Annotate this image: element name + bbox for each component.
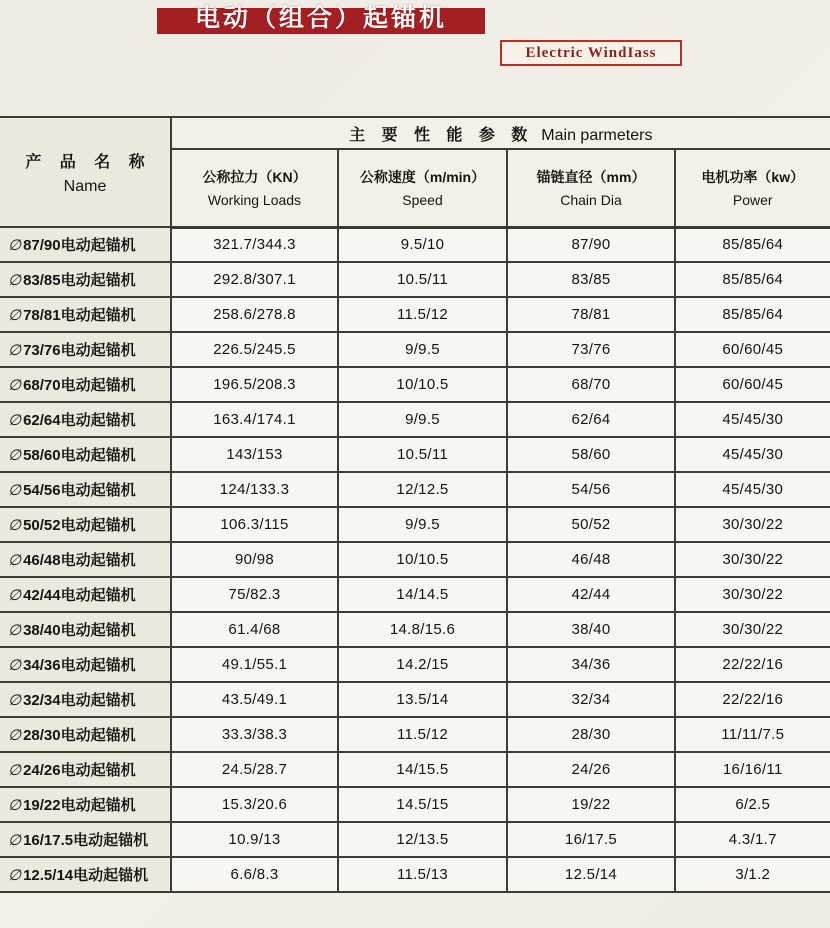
working-load-cell: 196.5/208.3 <box>171 367 338 402</box>
power-cell: 22/22/16 <box>675 647 830 682</box>
speed-cell: 14.8/15.6 <box>338 612 507 647</box>
diameter-symbol: ∅ <box>8 832 22 849</box>
product-name-cell: ∅ 58/60电动起锚机 <box>0 437 171 472</box>
working-load-cell: 124/133.3 <box>171 472 338 507</box>
table-row <box>0 577 830 612</box>
diameter-symbol: ∅ <box>8 517 22 534</box>
working-load-cell: 33.3/38.3 <box>171 717 338 752</box>
table-row <box>0 612 830 647</box>
table-row <box>0 542 830 577</box>
speed-cell: 13.5/14 <box>338 682 507 717</box>
speed-cell: 9/9.5 <box>338 507 507 542</box>
table-row <box>0 717 830 752</box>
table-row <box>0 507 830 542</box>
table-row <box>0 787 830 822</box>
product-name-cell: ∅ 46/48电动起锚机 <box>0 542 171 577</box>
name-header-en: Name <box>63 177 107 195</box>
working-load-cell: 43.5/49.1 <box>171 682 338 717</box>
chain-dia-cell: 73/76 <box>507 332 675 367</box>
chain-dia-cell: 83/85 <box>507 262 675 297</box>
diameter-symbol: ∅ <box>8 482 22 499</box>
working-load-cell: 143/153 <box>171 437 338 472</box>
table-row <box>0 857 830 892</box>
speed-cell: 12/12.5 <box>338 472 507 507</box>
chain-dia-cell: 32/34 <box>507 682 675 717</box>
product-name-cell: ∅ 78/81电动起锚机 <box>0 297 171 332</box>
diameter-symbol: ∅ <box>8 237 22 254</box>
speed-cell: 10.5/11 <box>338 437 507 472</box>
power-cell: 16/16/11 <box>675 752 830 787</box>
table-row <box>0 472 830 507</box>
page-title: 电动（组合）起锚机 <box>194 3 447 32</box>
table-row <box>0 682 830 717</box>
windlass-spec-table <box>0 116 830 893</box>
column-header-power: 电机功率（kw） Power <box>675 149 830 227</box>
power-cell: 3/1.2 <box>675 857 830 892</box>
main-header-en: Main parmeters <box>541 126 653 144</box>
chain-dia-cell: 12.5/14 <box>507 857 675 892</box>
power-cell: 60/60/45 <box>675 367 830 402</box>
power-cell: 6/2.5 <box>675 787 830 822</box>
chain-dia-cell: 28/30 <box>507 717 675 752</box>
main-header-cn: 主 要 性 能 参 数 <box>349 126 534 144</box>
chain-dia-cell: 34/36 <box>507 647 675 682</box>
speed-cell: 14.2/15 <box>338 647 507 682</box>
speed-cell: 10/10.5 <box>338 542 507 577</box>
speed-cell: 11.5/12 <box>338 297 507 332</box>
speed-cell: 11.5/13 <box>338 857 507 892</box>
product-name-cell: ∅ 24/26电动起锚机 <box>0 752 171 787</box>
name-header-cn: 产 品 名 称 <box>25 153 152 171</box>
product-name-cell: ∅ 34/36电动起锚机 <box>0 647 171 682</box>
chain-dia-cell: 68/70 <box>507 367 675 402</box>
chain-dia-cell: 62/64 <box>507 402 675 437</box>
table-row <box>0 297 830 332</box>
speed-cell: 9.5/10 <box>338 227 507 262</box>
power-cell: 60/60/45 <box>675 332 830 367</box>
diameter-symbol: ∅ <box>8 657 22 674</box>
power-cell: 30/30/22 <box>675 612 830 647</box>
chain-dia-cell: 38/40 <box>507 612 675 647</box>
power-cell: 85/85/64 <box>675 262 830 297</box>
chain-dia-cell: 87/90 <box>507 227 675 262</box>
column-header-chain-dia: 锚链直径（mm） Chain Dia <box>507 149 675 227</box>
product-name-cell: ∅ 42/44电动起锚机 <box>0 577 171 612</box>
working-load-cell: 24.5/28.7 <box>171 752 338 787</box>
diameter-symbol: ∅ <box>8 587 22 604</box>
diameter-symbol: ∅ <box>8 692 22 709</box>
product-name-cell: ∅ 62/64电动起锚机 <box>0 402 171 437</box>
diameter-symbol: ∅ <box>8 622 22 639</box>
power-cell: 11/11/7.5 <box>675 717 830 752</box>
power-cell: 85/85/64 <box>675 297 830 332</box>
column-header-speed: 公称速度（m/min） Speed <box>338 149 507 227</box>
power-cell: 22/22/16 <box>675 682 830 717</box>
working-load-cell: 258.6/278.8 <box>171 297 338 332</box>
product-name-cell: ∅ 50/52电动起锚机 <box>0 507 171 542</box>
diameter-symbol: ∅ <box>8 272 22 289</box>
table-row <box>0 647 830 682</box>
chain-dia-cell: 24/26 <box>507 752 675 787</box>
subtitle-box <box>500 40 682 66</box>
speed-cell: 14.5/15 <box>338 787 507 822</box>
working-load-cell: 6.6/8.3 <box>171 857 338 892</box>
speed-cell: 14/14.5 <box>338 577 507 612</box>
table-row <box>0 227 830 262</box>
speed-cell: 9/9.5 <box>338 402 507 437</box>
table-row <box>0 822 830 857</box>
working-load-cell: 321.7/344.3 <box>171 227 338 262</box>
diameter-symbol: ∅ <box>8 447 22 464</box>
diameter-symbol: ∅ <box>8 552 22 569</box>
power-cell: 30/30/22 <box>675 542 830 577</box>
diameter-symbol: ∅ <box>8 377 22 394</box>
speed-cell: 10/10.5 <box>338 367 507 402</box>
chain-dia-cell: 19/22 <box>507 787 675 822</box>
product-name-cell: ∅ 73/76电动起锚机 <box>0 332 171 367</box>
product-name-cell: ∅ 16/17.5电动起锚机 <box>0 822 171 857</box>
chain-dia-cell: 50/52 <box>507 507 675 542</box>
working-load-cell: 15.3/20.6 <box>171 787 338 822</box>
speed-cell: 11.5/12 <box>338 717 507 752</box>
chain-dia-cell: 78/81 <box>507 297 675 332</box>
product-name-cell: ∅ 19/22电动起锚机 <box>0 787 171 822</box>
product-name-cell: ∅ 38/40电动起锚机 <box>0 612 171 647</box>
power-cell: 4.3/1.7 <box>675 822 830 857</box>
speed-cell: 14/15.5 <box>338 752 507 787</box>
diameter-symbol: ∅ <box>8 307 22 324</box>
power-cell: 30/30/22 <box>675 577 830 612</box>
product-name-cell: ∅ 28/30电动起锚机 <box>0 717 171 752</box>
working-load-cell: 90/98 <box>171 542 338 577</box>
speed-cell: 9/9.5 <box>338 332 507 367</box>
speed-cell: 12/13.5 <box>338 822 507 857</box>
table-row <box>0 402 830 437</box>
page-subtitle: Electric WindIass <box>525 44 657 61</box>
title-banner <box>157 3 485 34</box>
chain-dia-cell: 46/48 <box>507 542 675 577</box>
table-row <box>0 332 830 367</box>
chain-dia-cell: 42/44 <box>507 577 675 612</box>
power-cell: 30/30/22 <box>675 507 830 542</box>
diameter-symbol: ∅ <box>8 797 22 814</box>
working-load-cell: 226.5/245.5 <box>171 332 338 367</box>
working-load-cell: 61.4/68 <box>171 612 338 647</box>
chain-dia-cell: 54/56 <box>507 472 675 507</box>
product-name-cell: ∅ 12.5/14电动起锚机 <box>0 857 171 892</box>
product-name-cell: ∅ 32/34电动起锚机 <box>0 682 171 717</box>
power-cell: 45/45/30 <box>675 437 830 472</box>
chain-dia-cell: 58/60 <box>507 437 675 472</box>
power-cell: 85/85/64 <box>675 227 830 262</box>
working-load-cell: 49.1/55.1 <box>171 647 338 682</box>
power-cell: 45/45/30 <box>675 472 830 507</box>
diameter-symbol: ∅ <box>8 867 22 884</box>
name-column-header <box>0 117 171 227</box>
diameter-symbol: ∅ <box>8 412 22 429</box>
working-load-cell: 106.3/115 <box>171 507 338 542</box>
chain-dia-cell: 16/17.5 <box>507 822 675 857</box>
working-load-cell: 292.8/307.1 <box>171 262 338 297</box>
working-load-cell: 163.4/174.1 <box>171 402 338 437</box>
product-name-cell: ∅ 87/90电动起锚机 <box>0 227 171 262</box>
table-row <box>0 752 830 787</box>
power-cell: 45/45/30 <box>675 402 830 437</box>
working-load-cell: 75/82.3 <box>171 577 338 612</box>
speed-cell: 10.5/11 <box>338 262 507 297</box>
diameter-symbol: ∅ <box>8 342 22 359</box>
product-name-cell: ∅ 68/70电动起锚机 <box>0 367 171 402</box>
table-row <box>0 437 830 472</box>
diameter-symbol: ∅ <box>8 762 22 779</box>
table-row <box>0 367 830 402</box>
working-load-cell: 10.9/13 <box>171 822 338 857</box>
column-header-working-loads: 公称拉力（KN） Working Loads <box>171 149 338 227</box>
product-name-cell: ∅ 54/56电动起锚机 <box>0 472 171 507</box>
table-row <box>0 262 830 297</box>
diameter-symbol: ∅ <box>8 727 22 744</box>
product-name-cell: ∅ 83/85电动起锚机 <box>0 262 171 297</box>
main-parameters-header <box>171 117 830 149</box>
